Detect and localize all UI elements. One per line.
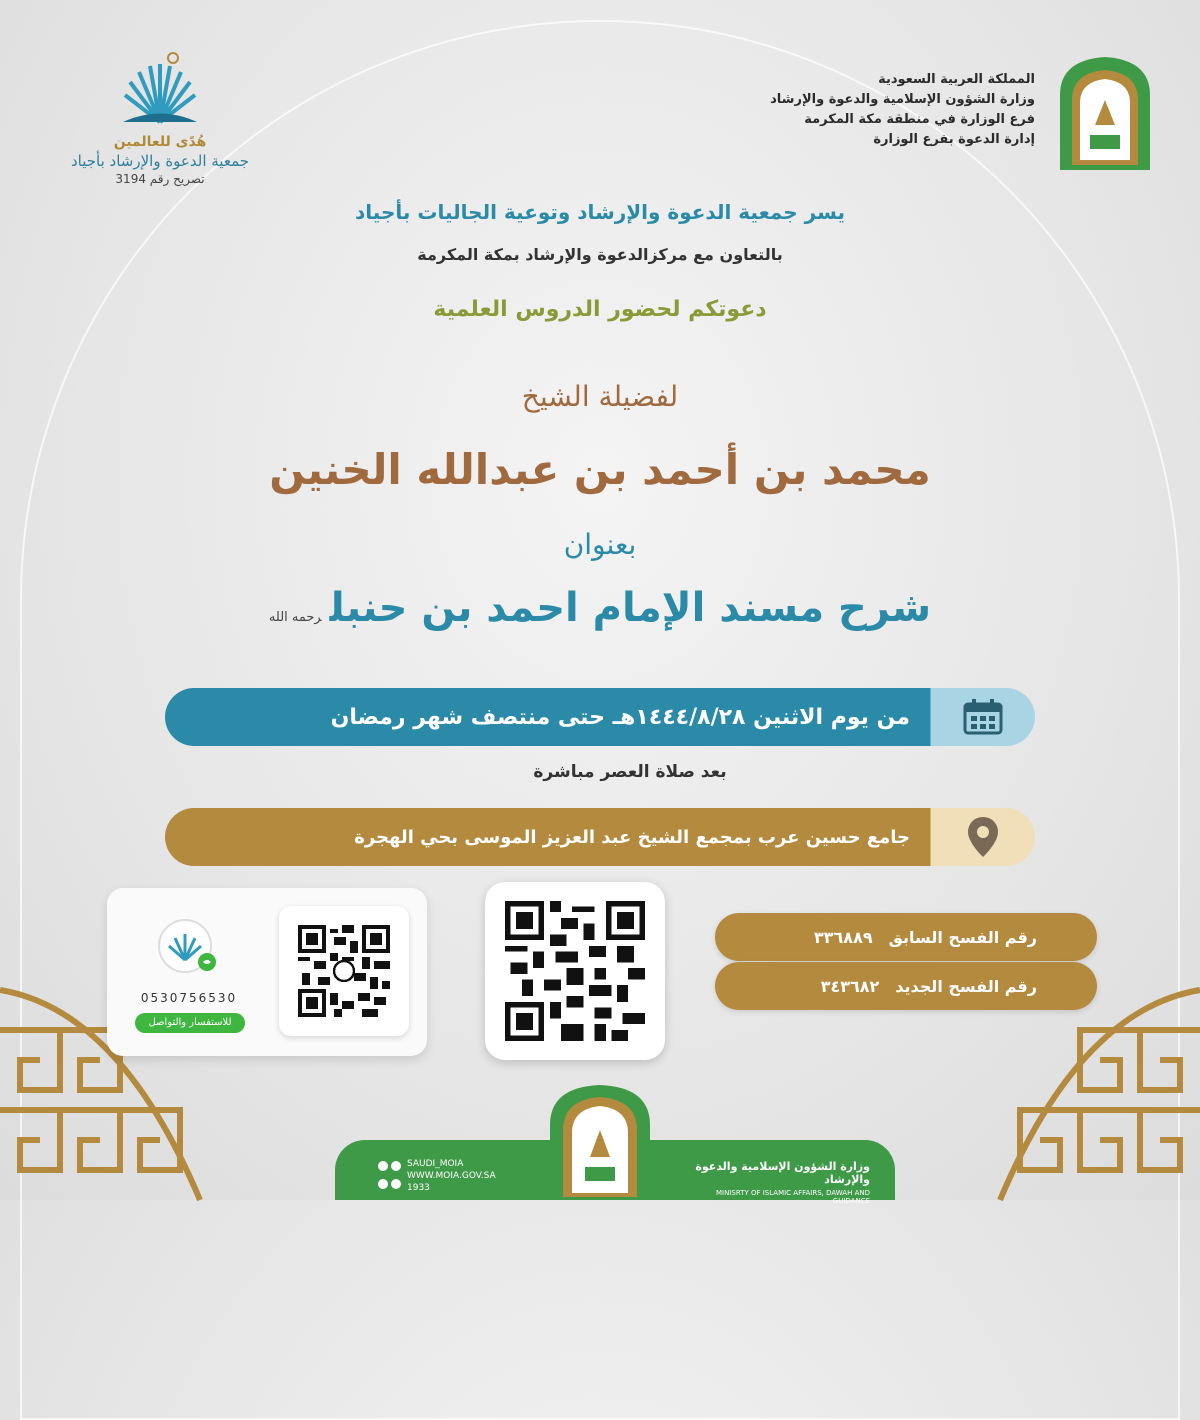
- date-pill: [165, 688, 1035, 746]
- permit-number: تصريح رقم 3194: [115, 172, 205, 186]
- whatsapp-contact-card[interactable]: [107, 888, 427, 1056]
- license-old: [715, 913, 1097, 961]
- huda-brand: هُدًى للعالمين: [113, 134, 207, 150]
- lesson-title-text: شرح مسند الإمام احمد بن حنبل: [329, 585, 932, 631]
- twitter-icon[interactable]: [391, 1161, 401, 1171]
- ministry-name-en: MINISRTY OF ISLAMIC AFFAIRS, DAWAH AND GUIDANCE: [715, 1189, 870, 1205]
- facebook-icon[interactable]: [391, 1179, 401, 1189]
- title-prefix: بعنوان: [563, 528, 637, 561]
- license-new-value: ٣٤٣٦٨٢: [820, 976, 880, 996]
- contact-button[interactable]: للاستفسار والتواصل: [135, 1013, 245, 1033]
- footer-ministry-name: [680, 1160, 870, 1205]
- instagram-icon[interactable]: [378, 1161, 388, 1171]
- license-old-value: ٣٣٦٨٨٩: [814, 927, 873, 947]
- branch-line: فرع الوزارة في منطقة مكة المكرمة: [804, 112, 1035, 127]
- huda-association-logo: [55, 50, 265, 210]
- location-text: جامع حسين عرب بمجمع الشيخ عبد العزيز الموسى بحي الهجرة: [354, 826, 910, 848]
- phone-number: 0530756530: [140, 991, 238, 1005]
- hotline-number: 1933: [407, 1183, 430, 1193]
- association-name: جمعية الدعوة والإرشاد بأجياد: [70, 152, 250, 170]
- license-old-label: رقم الفسح السابق: [888, 927, 1037, 947]
- footer-ministry-emblem: [545, 1085, 655, 1200]
- social-handle: SAUDI_MOIA: [407, 1159, 464, 1169]
- website-link[interactable]: WWW.MOIA.GOV.SA: [407, 1171, 496, 1181]
- kingdom-line: المملكة العربية السعودية: [878, 72, 1035, 87]
- social-icons: [378, 1161, 401, 1194]
- whatsapp-qr-code: [279, 906, 409, 1036]
- license-new-label: رقم الفسح الجديد: [895, 976, 1037, 996]
- location-pill: [165, 808, 1035, 866]
- invitation-line-2: بالتعاون مع مركزالدعوة والإرشاد بمكة المكرمة: [417, 245, 783, 264]
- sheikh-prefix: لفضيلة الشيخ: [521, 380, 679, 413]
- event-qr-code: [485, 882, 665, 1060]
- location-pin-icon: [930, 817, 1035, 857]
- ministry-emblem: [1050, 55, 1160, 170]
- license-new: [715, 962, 1097, 1010]
- youtube-icon[interactable]: [378, 1179, 388, 1189]
- time-text: بعد صلاة العصر مباشرة: [533, 762, 727, 782]
- sunburst-icon: [115, 50, 205, 128]
- footer-contact-info: [378, 1158, 496, 1194]
- sheikh-name: محمد بن أحمد بن عبدالله الخنين: [269, 445, 931, 494]
- calendar-icon: [930, 699, 1035, 735]
- lesson-title-suffix: رحمه الله: [268, 610, 322, 625]
- invitation-line-1: يسر جمعية الدعوة والإرشاد وتوعية الجاليات بأجياد: [355, 200, 845, 224]
- ministry-name-ar: وزارة الشؤون الإسلامية والدعوة والإرشاد: [695, 1160, 870, 1186]
- department-line: إدارة الدعوة بفرع الوزارة: [873, 132, 1035, 147]
- contact-avatar: [147, 918, 227, 978]
- lesson-title: [0, 585, 1200, 631]
- invitation-line-3: دعوتكم لحضور الدروس العلمية: [433, 297, 767, 322]
- ministry-header-text: [770, 70, 1035, 150]
- ministry-line: وزارة الشؤون الإسلامية والدعوة والإرشاد: [770, 92, 1035, 107]
- date-text: من يوم الاثنين ١٤٤٤/٨/٢٨هـ حتى منتصف شهر رمضان: [330, 704, 910, 730]
